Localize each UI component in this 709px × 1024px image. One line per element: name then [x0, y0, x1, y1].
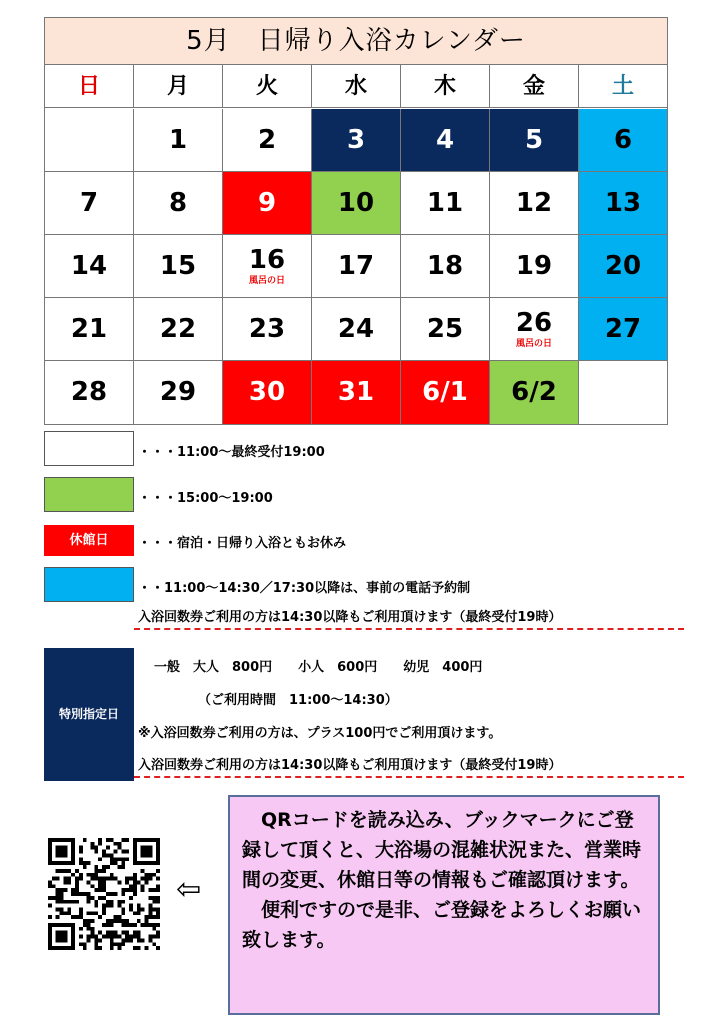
day-number: 28 [70, 377, 108, 407]
day-number: 30 [248, 377, 286, 407]
calendar-day-cell [401, 172, 490, 235]
legend-short-swatch [44, 477, 134, 512]
calendar-day-cell [490, 298, 579, 361]
day-note: 風呂の日 [248, 276, 285, 286]
weekday-header: 土 [579, 65, 667, 108]
calendar-day-cell [490, 235, 579, 298]
calendar-day-cell [45, 298, 134, 361]
calendar-day-cell [579, 361, 667, 424]
day-number: 29 [159, 377, 197, 407]
legend-special-badge: 特別指定日 [44, 648, 134, 781]
calendar-day-cell [223, 235, 312, 298]
special-hours-line: （ご利用時間 11:00～14:30） [198, 693, 398, 708]
day-note: 風呂の日 [515, 339, 552, 349]
qr-code[interactable] [48, 838, 160, 950]
legend-closed-text: ・・・宿泊・日帰り入浴ともお休み [138, 536, 347, 551]
calendar-day-cell [45, 109, 134, 172]
weekday-header: 水 [312, 65, 401, 108]
calendar-day-cell [312, 298, 401, 361]
day-number: 6/1 [422, 377, 468, 407]
qr-code-image [48, 838, 160, 950]
calendar-day-cell [312, 109, 401, 172]
day-number: 13 [604, 188, 642, 218]
qr-message-box: QRコードを読み込み、ブックマークにご登録して頂くと、大浴場の混雑状況また、営業時間の変更、休館日等の情報もご確認頂けます。 便利ですので是非、ご登録をよろしくお願い致します。 [228, 795, 660, 1015]
day-number: 20 [604, 251, 642, 281]
calendar-day-cell [45, 172, 134, 235]
calendar-day-cell [134, 235, 223, 298]
calendar [44, 17, 668, 425]
day-number: 15 [159, 251, 197, 281]
legend-normal-text: ・・・11:00～最終受付19:00 [138, 445, 325, 460]
weekday-header: 木 [401, 65, 490, 108]
calendar-day-cell [134, 109, 223, 172]
calendar-day-cell [223, 109, 312, 172]
day-number: 14 [70, 251, 108, 281]
calendar-day-cell [401, 109, 490, 172]
day-number: 8 [168, 188, 188, 218]
day-number: 27 [604, 314, 642, 344]
day-number: 6 [613, 125, 633, 155]
day-number: 9 [257, 188, 277, 218]
calendar-day-cell [490, 109, 579, 172]
day-number: 26 [515, 308, 553, 338]
weekday-header: 金 [490, 65, 579, 108]
weekday-header: 月 [134, 65, 223, 108]
day-number: 23 [248, 314, 286, 344]
day-number: 24 [337, 314, 375, 344]
calendar-day-cell [223, 298, 312, 361]
day-number: 17 [337, 251, 375, 281]
day-number: 21 [70, 314, 108, 344]
calendar-day-cell [490, 361, 579, 424]
calendar-day-cell [401, 298, 490, 361]
calendar-day-cell [579, 298, 667, 361]
calendar-title: 5月 日帰り入浴カレンダー [45, 18, 667, 65]
calendar-day-cell [134, 361, 223, 424]
calendar-day-cell [45, 235, 134, 298]
day-number: 16 [248, 245, 286, 275]
day-number: 4 [435, 125, 455, 155]
legend-closed-badge: 休館日 [44, 525, 134, 556]
calendar-day-cell [579, 235, 667, 298]
day-number: 10 [337, 188, 375, 218]
day-number: 7 [79, 188, 99, 218]
day-number: 3 [346, 125, 366, 155]
calendar-day-cell [223, 361, 312, 424]
legend-reserve-text: ・・11:00～14:30／17:30以降は、事前の電話予約制 [138, 581, 471, 596]
legend-special-note: 入浴回数券ご利用の方は14:30以降もご利用頂けます（最終受付19時） [134, 754, 684, 778]
legend-reserve-note: 入浴回数券ご利用の方は14:30以降もご利用頂けます（最終受付19時） [134, 606, 684, 630]
day-number: 2 [257, 125, 277, 155]
day-number: 11 [426, 188, 464, 218]
special-price-line: 一般 大人 800円 小人 600円 幼児 400円 [154, 660, 483, 675]
calendar-day-cell [134, 172, 223, 235]
calendar-day-cell [312, 235, 401, 298]
weekday-header: 日 [45, 65, 134, 108]
calendar-day-cell [312, 172, 401, 235]
day-number: 25 [426, 314, 464, 344]
calendar-day-cell [579, 109, 667, 172]
calendar-day-cell [45, 361, 134, 424]
calendar-day-cell [312, 361, 401, 424]
day-number: 5 [524, 125, 544, 155]
day-number: 12 [515, 188, 553, 218]
special-ticket-line: ※入浴回数券ご利用の方は、プラス100円でご利用頂けます。 [138, 726, 502, 741]
day-number: 31 [337, 377, 375, 407]
day-number: 6/2 [511, 377, 557, 407]
day-number: 22 [159, 314, 197, 344]
left-arrow-icon: ⇦ [176, 872, 202, 907]
calendar-day-cell [401, 235, 490, 298]
day-number: 1 [168, 125, 188, 155]
calendar-day-cell [223, 172, 312, 235]
calendar-day-cell [579, 172, 667, 235]
calendar-day-cell [134, 298, 223, 361]
weekday-header: 火 [223, 65, 312, 108]
calendar-day-cell [490, 172, 579, 235]
legend-normal-swatch [44, 431, 134, 466]
day-number: 18 [426, 251, 464, 281]
calendar-day-cell [401, 361, 490, 424]
legend-reserve-swatch [44, 567, 134, 602]
legend-short-text: ・・・15:00～19:00 [138, 491, 273, 506]
day-number: 19 [515, 251, 553, 281]
